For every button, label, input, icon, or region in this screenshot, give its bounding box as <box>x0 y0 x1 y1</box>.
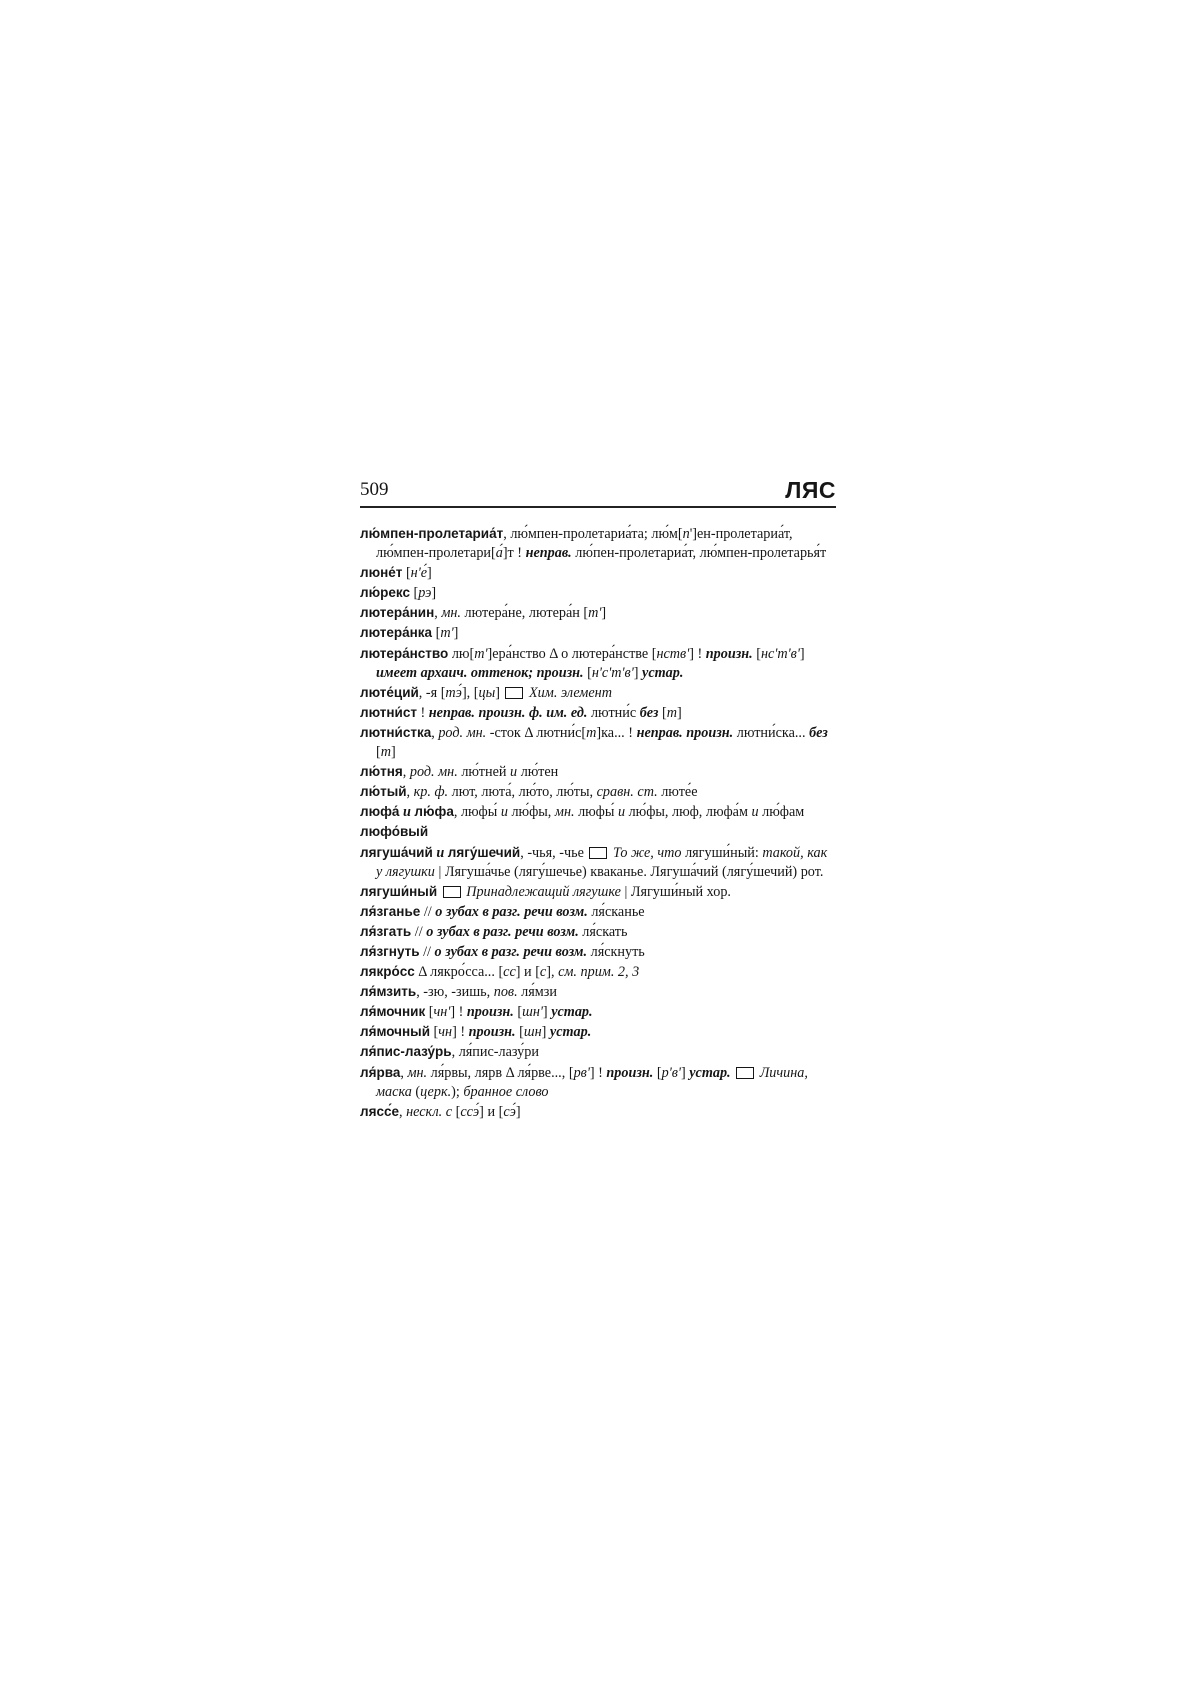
definition-box-icon <box>505 687 523 699</box>
entry-text: лю́пен-пролетариа́т, лю́мпен-пролетарья́т <box>571 545 827 562</box>
entry-text: лю́тней <box>457 764 511 781</box>
headword: лягуши́ный <box>360 883 438 899</box>
entry-text: , <box>406 784 414 801</box>
entry-label: Личина, маска <box>376 1064 808 1100</box>
entry-text: ] <box>431 585 437 602</box>
entry-label: с <box>539 964 547 981</box>
headword: лютни́стка <box>360 724 432 740</box>
entry-label: и <box>751 804 759 821</box>
entry-label: п <box>682 526 690 542</box>
dictionary-entry <box>360 563 836 583</box>
headword: лютера́нин <box>360 605 435 621</box>
headword: лютни́ст <box>360 704 417 720</box>
entry-text: ]ера́нство Δ о лютера́нстве [ <box>487 645 657 662</box>
entry-text: лю́фы, люф, люфа́м <box>625 804 752 821</box>
headword: ля́згать <box>360 923 412 939</box>
dictionary-entry <box>360 1102 836 1122</box>
entry-text: ']ен-пролетариа́т, лю́мпен-пролетари[ <box>376 526 793 562</box>
entry-label: цы <box>478 684 496 701</box>
entry-text: ] <box>390 744 396 761</box>
entry-text: , <box>431 724 439 741</box>
entry-text: лю́тен <box>517 764 559 781</box>
entry-label: кр. ф. <box>413 784 449 801</box>
running-head: ЛЯС <box>785 477 836 503</box>
headword: лягу́шечий <box>447 844 521 860</box>
dictionary-entry <box>360 723 836 762</box>
entry-label: Принадлежащий лягушке <box>466 883 621 900</box>
entry-text: [ <box>452 1103 461 1120</box>
headword: лютера́нка <box>360 625 433 641</box>
entry-label: устар. <box>551 1004 593 1021</box>
definition-box-icon <box>736 1067 754 1079</box>
entry-text: ]ка... ! <box>596 724 637 741</box>
entry-text: ля́рвы, лярв Δ ля́рве..., [ <box>427 1064 574 1081</box>
entry-label: о зубах в разг. речи возм. <box>434 943 588 960</box>
headword: ля́мзить <box>360 984 417 1000</box>
entry-label: бранное слово <box>463 1083 549 1100</box>
entry-text: [ <box>425 1004 434 1021</box>
dictionary-entry <box>360 822 836 842</box>
entry-label: нс'т'в' <box>761 645 800 662</box>
entry-text: лютни́с <box>587 704 640 721</box>
dictionary-entry <box>360 1042 836 1062</box>
entry-label: чн <box>438 1024 453 1041</box>
entry-label: произн. <box>468 1024 516 1041</box>
page-number: 509 <box>360 479 389 500</box>
dictionary-entry <box>360 1002 836 1022</box>
page-header <box>360 476 836 508</box>
entry-label: церк. <box>420 1083 452 1100</box>
entry-text: Δ лякро́сса... [ <box>414 964 504 981</box>
dictionary-entry <box>360 962 836 982</box>
entry-text: [ <box>376 744 381 761</box>
entry-label: шн' <box>522 1004 543 1021</box>
entry-text: лю́фам <box>758 804 805 821</box>
entry-text: [ <box>432 625 441 642</box>
entry-label: произн. <box>606 1064 654 1081</box>
dictionary-entry <box>360 922 836 942</box>
entry-label: и <box>402 804 411 821</box>
dictionary-entry <box>360 1063 836 1102</box>
entry-text: ], <box>546 964 559 981</box>
entry-text: лягуши́ный: <box>681 844 763 861</box>
headword: лю́тня <box>360 764 403 780</box>
entry-text: [ <box>402 565 411 582</box>
headword: люне́т <box>360 565 403 581</box>
entry-label: мн. <box>407 1064 428 1081</box>
headword: лясс́е <box>360 1103 399 1119</box>
entry-text: лют, люта́, лю́то, лю́ты, <box>448 784 597 801</box>
entry-text: ] <box>633 664 643 681</box>
entry-label: сэ́ <box>503 1103 516 1120</box>
headword: люфо́вый <box>360 824 429 840</box>
entry-label: т <box>666 704 677 721</box>
entry-text <box>731 1065 735 1081</box>
dictionary-entry <box>360 703 836 723</box>
entry-text: , <box>400 1064 408 1081</box>
entry-text: ] и [ <box>515 964 540 981</box>
entry-label: т' <box>588 605 602 622</box>
entry-label: То же, что <box>612 844 682 861</box>
entry-label: устар. <box>549 1024 592 1041</box>
entry-text: ] <box>601 605 607 622</box>
entry-label: нств' <box>656 645 690 662</box>
entry-label: см. прим. 2, 3 <box>558 964 640 981</box>
entry-text: ] ! <box>450 1004 467 1021</box>
entry-text <box>437 884 441 900</box>
entry-text: , люфы́ <box>453 804 501 821</box>
entry-text: // <box>411 923 427 940</box>
entry-text: ! <box>416 704 429 721</box>
entry-text: [ <box>653 1064 662 1081</box>
entry-text: ля́сканье <box>587 903 645 920</box>
entry-text: [ <box>409 585 419 602</box>
entry-label: ссэ́ <box>460 1103 480 1120</box>
entry-label: произн. <box>705 645 753 662</box>
entry-label: и <box>436 844 445 861</box>
entry-label: Хим. элемент <box>529 684 612 701</box>
entry-label: о зубах в разг. речи возм. <box>435 903 588 920</box>
entry-text: [ <box>658 704 667 721</box>
headword: ля́рва <box>360 1064 401 1080</box>
dictionary-page <box>360 476 836 1122</box>
entry-text: // <box>419 943 435 960</box>
entry-text: ] <box>680 1064 690 1081</box>
entry-text: [ <box>515 1024 524 1041</box>
entry-label: сравн. ст. <box>596 784 658 801</box>
entry-label: рэ <box>418 585 432 602</box>
entry-label: т <box>586 724 597 741</box>
dictionary-entry <box>360 762 836 782</box>
entry-label: род. мн. <box>438 724 487 741</box>
entry-label: неправ. произн. ф. им. ед. <box>428 704 588 721</box>
entry-text: ] <box>541 1024 550 1041</box>
entry-label: т' <box>474 645 488 662</box>
entry-label: н'с'т'в' <box>591 664 634 681</box>
headword: лю́рекс <box>360 585 410 601</box>
entry-label: мн. <box>441 605 461 622</box>
entry-text: , -зю, -зишь, <box>416 984 494 1001</box>
entry-label: без <box>639 704 659 721</box>
headword: люте́ций <box>360 684 419 700</box>
dictionary-entry <box>360 843 836 882</box>
dictionary-entry <box>360 802 836 822</box>
entry-label: сс <box>503 964 516 981</box>
entry-label: устар. <box>689 1064 731 1081</box>
dictionary-entry <box>360 882 836 902</box>
headword: лютера́нство <box>360 645 449 661</box>
entry-text: , -чья, -чье <box>520 844 588 861</box>
entry-label: рв' <box>573 1064 590 1081</box>
entry-text: ] <box>515 1103 521 1120</box>
entry-text: ] <box>676 704 682 721</box>
entry-text: ] <box>799 645 805 662</box>
entry-label: р'в' <box>661 1064 681 1081</box>
dictionary-entry <box>360 603 836 623</box>
entry-label: род. мн. <box>409 764 458 781</box>
entry-text: , лю́мпен-пролетариа́та; лю́м[ <box>503 526 683 542</box>
headword: ля́зганье <box>360 903 421 919</box>
entry-text: лю́фы, <box>507 804 555 821</box>
entry-text: ] ! <box>452 1024 469 1041</box>
entry-text: | Лягуши́ный хор. <box>620 883 731 900</box>
entry-label: нескл. с <box>406 1103 453 1120</box>
entry-label: мн. <box>554 804 575 821</box>
entry-text: ля́скать <box>578 923 628 940</box>
dictionary-entry <box>360 683 836 703</box>
entry-text: [ <box>583 664 592 681</box>
entry-label: имеет архаич. оттенок; произн. <box>376 664 584 681</box>
entry-list <box>360 524 836 1122</box>
entry-text: ); <box>451 1083 464 1100</box>
entry-text: ]т ! <box>502 545 526 562</box>
entry-text: лютера́не, лютера́н [ <box>460 605 589 622</box>
definition-box-icon <box>443 886 461 898</box>
entry-text: ( <box>411 1083 421 1100</box>
entry-text: ], [ <box>461 684 479 701</box>
headword: лякро́сс <box>360 964 415 980</box>
entry-label: шн <box>523 1024 542 1041</box>
entry-label: т' <box>440 625 454 642</box>
headword: лю́тый <box>360 784 407 800</box>
entry-text: лю[ <box>448 645 475 662</box>
dictionary-entry <box>360 982 836 1002</box>
headword: лю́мпен-пролетариа́т <box>360 526 504 541</box>
definition-box-icon <box>589 847 607 859</box>
entry-label: чн' <box>433 1004 451 1021</box>
headword: ля́пис-лазу́рь <box>360 1044 452 1060</box>
entry-text: , <box>398 1103 407 1120</box>
entry-text: ] <box>542 1004 552 1021</box>
headword: ля́згнуть <box>360 943 420 959</box>
dictionary-entry <box>360 644 836 683</box>
entry-text: ] <box>453 625 459 642</box>
entry-text: люфы́ <box>574 804 618 821</box>
entry-label: т <box>380 744 391 761</box>
entry-text: , -я [ <box>418 684 446 701</box>
dictionary-entry <box>360 942 836 962</box>
entry-label: такой, как у лягушки <box>376 844 828 880</box>
entry-label: о зубах в разг. речи возм. <box>426 923 579 940</box>
dictionary-entry <box>360 524 836 563</box>
entry-label: без <box>809 724 828 741</box>
entry-text: [ <box>430 1024 439 1041</box>
entry-label: и <box>510 764 518 781</box>
dictionary-entry <box>360 782 836 802</box>
headword: лю́фа <box>414 804 454 820</box>
dictionary-entry <box>360 583 836 603</box>
entry-text: , <box>402 764 410 781</box>
entry-label: н'е́ <box>410 565 428 582</box>
entry-text: , <box>434 605 442 622</box>
entry-text: ля́мзи <box>517 984 557 1001</box>
entry-label: устар. <box>642 664 684 681</box>
dictionary-entry <box>360 623 836 643</box>
entry-label: произн. <box>466 1004 514 1021</box>
entry-label: пов. <box>493 984 518 1001</box>
entry-text: ] <box>427 565 432 582</box>
entry-text: ] <box>495 684 504 701</box>
entry-text: , ля́пис-лазу́ри <box>451 1044 539 1061</box>
headword: люфа́ <box>360 804 400 820</box>
dictionary-entry <box>360 902 836 922</box>
entry-text: [ <box>752 645 762 662</box>
entry-text: ] и [ <box>479 1103 504 1120</box>
entry-label: и <box>617 804 626 821</box>
entry-text: | Лягуша́чье (лягу́шечье) кваканье. Лягуша́чий (лягу́шечий) рот. <box>434 863 824 880</box>
entry-text: ] ! <box>589 1064 607 1081</box>
entry-label: неправ. произн. <box>636 724 734 741</box>
entry-text: -сток Δ лютни́с[ <box>486 724 587 741</box>
entry-text: ля́скнуть <box>587 943 645 960</box>
entry-label: тэ́ <box>445 684 462 701</box>
entry-text: // <box>420 903 436 920</box>
entry-text: лютни́ска... <box>733 724 810 741</box>
entry-label: и <box>500 804 508 821</box>
entry-text: люте́е <box>657 784 698 801</box>
dictionary-entry <box>360 1022 836 1042</box>
entry-label: неправ. <box>525 545 572 562</box>
headword: ля́мочный <box>360 1024 430 1040</box>
headword: лягуша́чий <box>360 844 433 860</box>
entry-text: [ <box>513 1004 523 1021</box>
entry-text: ] ! <box>689 645 706 662</box>
headword: ля́мочник <box>360 1004 426 1020</box>
entry-label: а́ <box>495 545 503 562</box>
